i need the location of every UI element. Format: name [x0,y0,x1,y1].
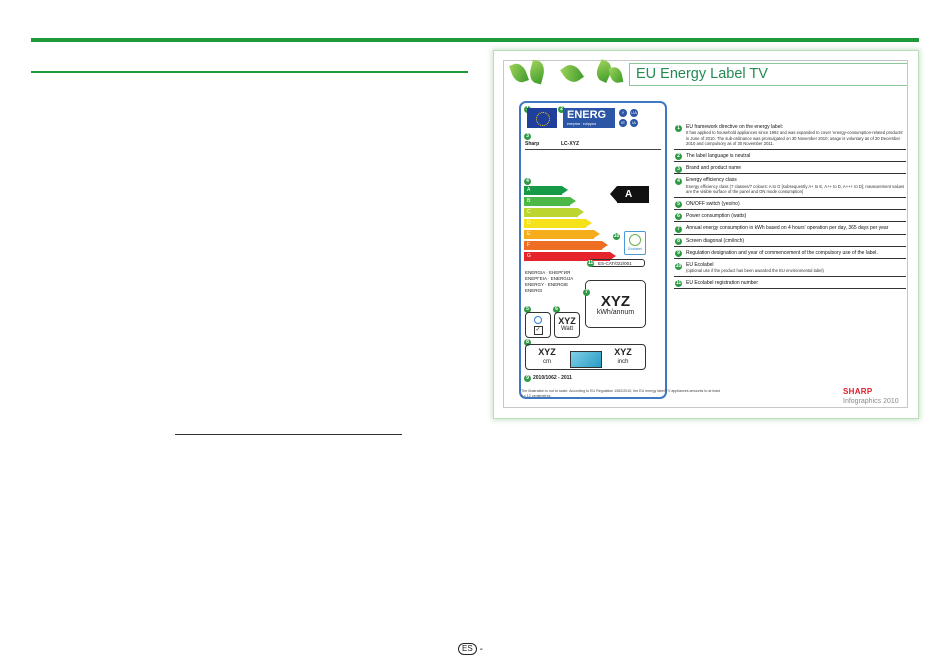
legend-item [674,259,906,277]
legend-num: 5 [675,201,682,208]
legend-num: 11 [675,280,682,287]
callout-11: 11 [587,260,594,266]
diag-cm-value: XYZ [538,347,556,357]
legend-num: 8 [675,238,682,245]
efficiency-bar-c: C [524,208,578,217]
diag-inch [610,348,636,367]
legend-title: The label language is neutral [686,152,751,159]
energ-subtext: енергия · ενέργεια [567,122,596,126]
legend-title: EU Ecolabel registration number [686,279,758,286]
efficiency-bar-e: E [524,230,594,239]
legend-item [674,174,906,197]
language-dot: IA [630,119,638,127]
legend-item [674,121,906,150]
callout-10: 10 [613,233,620,239]
infographic-frame [503,60,908,408]
legend-item [674,247,906,259]
legend-num: 9 [675,250,682,257]
leaf-decoration [527,60,546,85]
legend-item [674,235,906,247]
label-divider [525,149,661,150]
legend-sub: It has applied to household appliances since 1992 and was expanded to cover 'energy-consumption-related products' in June of 2010. The sub-ordinance was promulgated on 30 November 2010; usage is voluntary as of 20 December 2010 and compulsory as of 30 November 2011. [686,130,904,147]
legend-num: 2 [675,153,682,160]
tv-icon [570,351,602,368]
legend-title: EU framework directive on the energy label: [686,124,783,130]
legend-item [674,210,906,222]
callout-5: 5 [524,306,531,313]
efficiency-class-arrow: A [617,186,649,203]
legend-list [674,121,906,289]
language-dot: IJA [631,110,637,115]
scale-disclaimer: The illustration is not to scale. According to EU Regulation 1062/2010, the EU energy label TV appliances amounts to at least 6 x 12 centimetres. [521,389,720,398]
language-badge: ES [458,643,477,655]
energ-header [563,108,615,128]
legend-num: 6 [675,213,682,220]
page-footer [458,643,483,655]
infographic-title: EU Energy Label TV [629,63,907,86]
diag-cm [534,348,560,367]
legend-num: 10 [675,262,682,269]
kwh-unit: kWh/annum [596,309,635,316]
leaf-decoration [509,61,529,85]
kwh-value: XYZ [600,293,631,310]
legend-title: EU Ecolabel [686,262,714,269]
language-dot: Y [619,109,627,117]
legend-title: Brand and product name [686,165,742,172]
diag-inch-unit: inch [617,359,629,365]
callout-2: 2 [558,106,565,113]
energy-word: ΕΝΕΡΓΕΙΑ · ENERGIJA [525,276,574,281]
sharp-logo: SHARP [843,387,873,396]
legend-item [674,162,906,174]
leaf-decoration [560,61,584,86]
section-rule [31,71,468,73]
callout-8: 8 [524,339,531,346]
ecolabel-reg-text: ES-CAT/022/001 [598,261,632,266]
ecolabel-text: Ecolabel [628,247,642,251]
energy-word: ENERGIA · ЕНЕРГИЯ [525,270,571,275]
power-icon [534,316,542,324]
callout-4: 4 [524,178,531,185]
callout-9: 9 [524,375,531,382]
efficiency-bar-f: F [524,241,602,250]
legend-num: 1 [675,125,682,132]
legend-sub: Energy efficiency class (7 classes/7 colours: A to G [subsequently A+ to E, A++ to D, A+++ to D]; measurement values are the visible surface of the panel and ON mode consumption) [686,183,905,195]
legend-item [674,150,906,162]
callout-3: 3 [524,133,531,140]
page-marker: - [479,643,484,655]
watt-unit: Watt [560,326,574,332]
legend-title: Energy efficiency class [686,177,737,184]
efficiency-bar-d: D [524,219,586,228]
legend-title: ON/OFF switch (yes/no) [686,200,740,207]
top-green-rule [31,38,919,42]
ecolabel-registration [589,259,645,267]
eu-flag-icon [527,108,557,128]
energ-text: ENERG [567,109,607,121]
watt-value: XYZ [558,316,576,326]
efficiency-bar-a: A [524,186,562,195]
legend-num: 4 [675,178,682,185]
brand-name: Sharp [525,141,540,147]
diag-cm-unit: cm [543,359,551,365]
energy-word: ENERGI [525,288,543,293]
energy-words-list [525,270,585,294]
efficiency-bar-b: B [524,197,570,206]
legend-item [674,277,906,289]
legend-item [674,198,906,210]
callout-7: 7 [583,289,590,296]
legend-num: 3 [675,166,682,173]
legend-num: 7 [675,226,682,233]
callout-6: 6 [553,306,560,313]
legend-title: Screen diagonal (cm/inch) [686,237,745,244]
diag-inch-value: XYZ [614,347,632,357]
model-name: LC-XYZ [561,141,580,147]
ecolabel-icon [624,231,646,255]
energy-word: ENERGY · ENERGIE [525,282,569,287]
screen-diagonal-box [525,344,646,370]
power-consumption-box [554,312,580,338]
regulation-text: 2010/1062 - 2011 [533,375,572,381]
blank-underline [175,434,402,435]
energy-label-infographic [494,51,918,418]
legend-title: Annual energy consumption in kWh based on 4 hours' operation per day, 365 days per year [686,225,889,232]
onoff-switch-box [525,312,551,338]
language-dot: IE [619,119,627,127]
infographics-credit: Infographics 2010 [843,398,899,405]
legend-item [674,222,906,234]
annual-consumption-box [585,280,646,328]
legend-title: Power consumption (watts) [686,212,747,219]
energy-label-card [519,101,667,399]
efficiency-bar-g: G [524,252,610,261]
checkbox-icon: ✓ [535,327,541,333]
legend-title: Regulation designation and year of commencement of the compulsory use of the label. [686,249,878,256]
leaf-decoration [609,66,624,84]
legend-sub: (optional use if the product has been awarded the EU environmental label) [686,268,824,274]
